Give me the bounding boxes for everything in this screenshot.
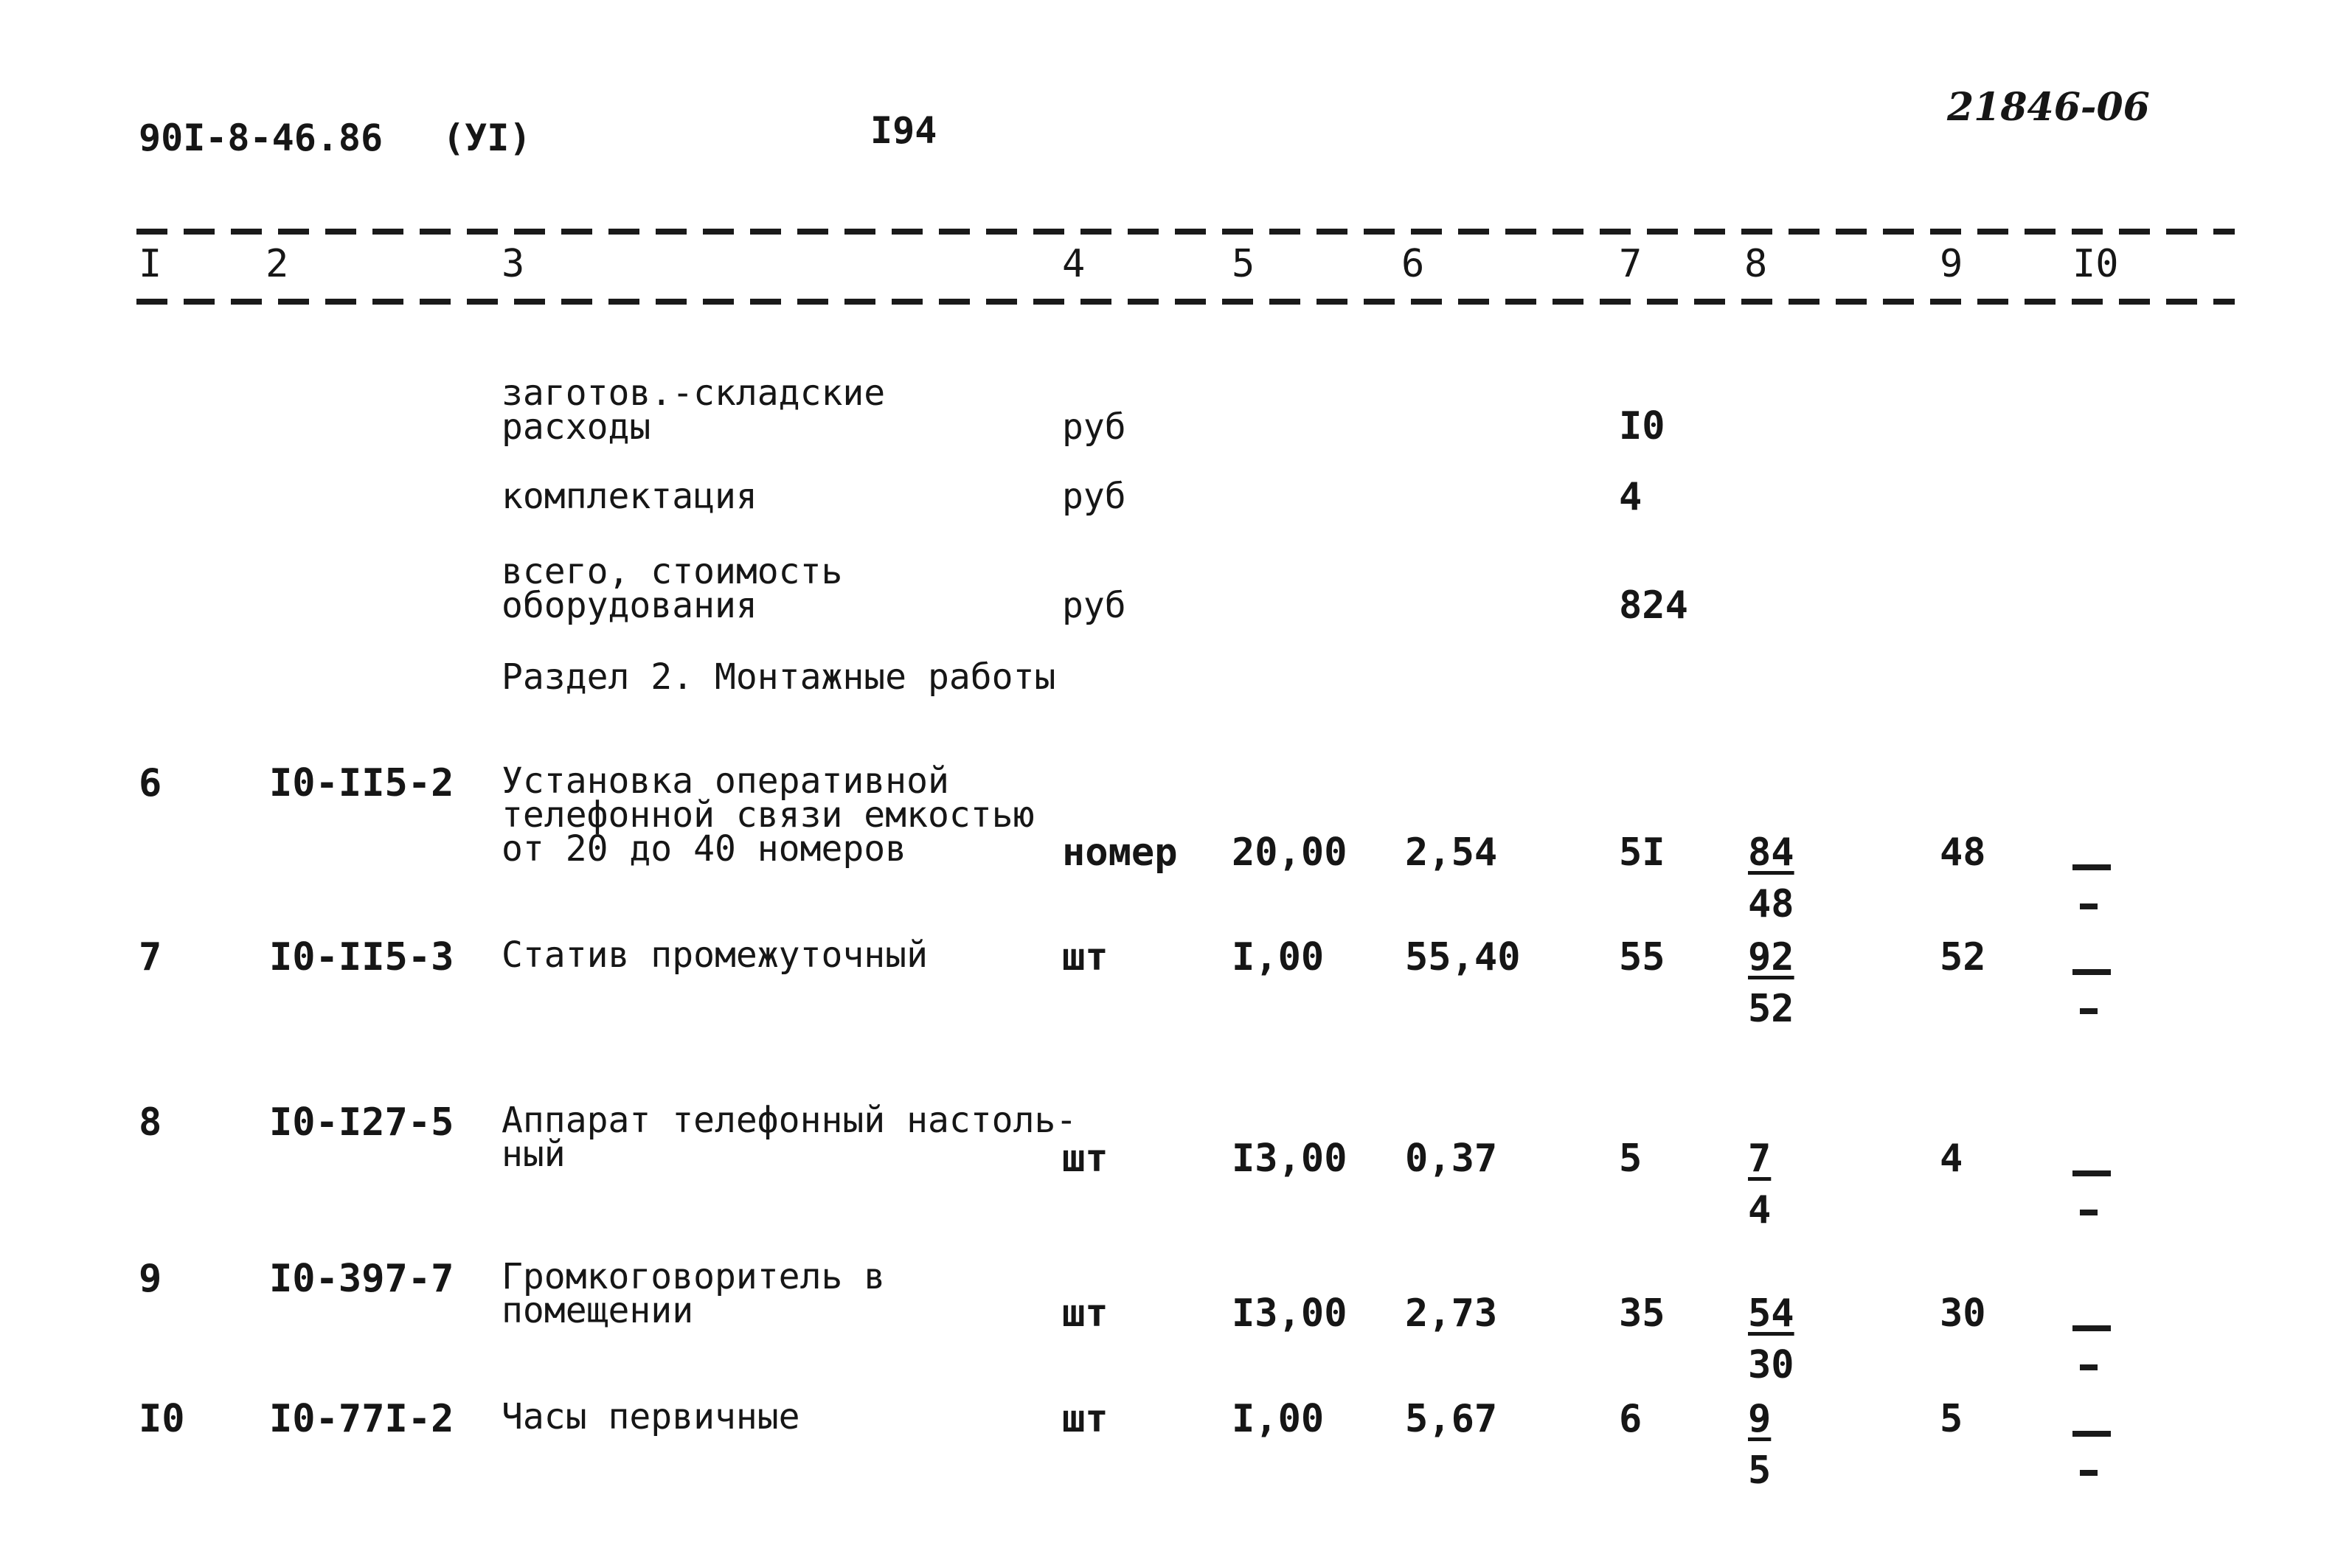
column-header-5: 5 bbox=[1232, 242, 1255, 286]
row-col10-dash-top bbox=[2072, 1431, 2111, 1437]
row-col10-dash-top bbox=[2072, 864, 2111, 870]
row-total: 5 bbox=[1619, 1137, 1642, 1181]
row-col8-top: 84 bbox=[1748, 830, 1794, 875]
row-unit: шт bbox=[1062, 935, 1109, 979]
summary-value: 4 bbox=[1619, 475, 1642, 519]
row-col10-dash-bottom bbox=[2080, 1364, 2098, 1370]
row-col9: 30 bbox=[1940, 1291, 1986, 1336]
row-col10-dash-bottom bbox=[2080, 1008, 2098, 1014]
row-qty: I,00 bbox=[1232, 1397, 1325, 1441]
row-col9: 52 bbox=[1940, 935, 1986, 979]
row-col8-bottom: 4 bbox=[1748, 1188, 1772, 1232]
column-header-2: 2 bbox=[266, 242, 289, 286]
summary-name: всего, стоимость оборудования bbox=[502, 551, 843, 626]
header-rule-top bbox=[136, 229, 2235, 235]
row-col9: 48 bbox=[1940, 830, 1986, 875]
row-number: I0 bbox=[139, 1397, 185, 1441]
summary-name: комплектация bbox=[502, 476, 757, 517]
row-code: I0-II5-3 bbox=[269, 935, 454, 979]
summary-name: заготов.-складские расходы bbox=[502, 372, 886, 448]
row-qty: I3,00 bbox=[1232, 1291, 1347, 1336]
row-col10 bbox=[2072, 946, 2077, 954]
column-header-7: 7 bbox=[1619, 242, 1642, 286]
row-col9: 5 bbox=[1940, 1397, 1963, 1441]
row-code: I0-II5-2 bbox=[269, 761, 454, 805]
column-header-6: 6 bbox=[1401, 242, 1425, 286]
row-unit: шт bbox=[1062, 1137, 1109, 1181]
row-qty: 20,00 bbox=[1232, 830, 1347, 875]
row-col8-top: 9 bbox=[1748, 1397, 1772, 1441]
row-qty: I3,00 bbox=[1232, 1137, 1347, 1181]
row-col10-dash-top bbox=[2072, 1170, 2111, 1176]
inventory-number: 21846-06 bbox=[1947, 85, 2150, 130]
row-col10 bbox=[2072, 1302, 2077, 1310]
row-price: 2,73 bbox=[1405, 1291, 1498, 1336]
row-col8-top: 54 bbox=[1748, 1291, 1794, 1336]
row-col8-bottom: 52 bbox=[1748, 987, 1794, 1031]
row-col10-dash-bottom bbox=[2080, 1470, 2098, 1476]
row-total: 6 bbox=[1619, 1397, 1642, 1441]
column-header-10: I0 bbox=[2072, 242, 2119, 286]
column-header-9: 9 bbox=[1940, 242, 1963, 286]
row-number: 8 bbox=[139, 1100, 162, 1145]
row-total: 35 bbox=[1619, 1291, 1665, 1336]
row-col10 bbox=[2072, 1407, 2077, 1415]
row-col8-top: 92 bbox=[1748, 935, 1794, 979]
row-number: 7 bbox=[139, 935, 162, 979]
row-col9: 4 bbox=[1940, 1137, 1963, 1181]
row-code: I0-397-7 bbox=[269, 1257, 454, 1301]
row-total: 5I bbox=[1619, 830, 1665, 875]
row-number: 6 bbox=[139, 761, 162, 805]
row-col10 bbox=[2072, 841, 2077, 849]
row-unit: шт bbox=[1062, 1397, 1109, 1441]
summary-unit: руб bbox=[1062, 585, 1126, 626]
row-col8-bottom: 30 bbox=[1748, 1343, 1794, 1387]
row-name: Часы первичные bbox=[502, 1396, 800, 1437]
row-code: I0-77I-2 bbox=[269, 1397, 454, 1441]
row-name: Статив промежуточный bbox=[502, 934, 928, 976]
row-total: 55 bbox=[1619, 935, 1665, 979]
row-col8-bottom: 5 bbox=[1748, 1449, 1772, 1493]
column-header-1: I bbox=[139, 242, 162, 286]
row-name: Аппарат телефонный настоль- ный bbox=[502, 1100, 1078, 1175]
row-col10-dash-bottom bbox=[2080, 903, 2098, 909]
row-name: Установка оперативной телефонной связи емкостью от 20 до 40 номеров bbox=[502, 760, 1035, 870]
doc-code: 90I-8-46.86 bbox=[139, 117, 384, 159]
column-header-8: 8 bbox=[1744, 242, 1768, 286]
summary-unit: руб bbox=[1062, 476, 1126, 517]
row-unit: номер bbox=[1062, 830, 1178, 875]
row-price: 5,67 bbox=[1405, 1397, 1498, 1441]
row-col10 bbox=[2072, 1147, 2077, 1155]
row-number: 9 bbox=[139, 1257, 162, 1301]
album-label: (УI) bbox=[443, 117, 532, 159]
row-price: 0,37 bbox=[1405, 1137, 1498, 1181]
row-col8-top: 7 bbox=[1748, 1137, 1772, 1181]
section-title: Раздел 2. Монтажные работы bbox=[502, 656, 1056, 698]
column-header-4: 4 bbox=[1062, 242, 1086, 286]
row-col8-bottom: 48 bbox=[1748, 882, 1794, 926]
row-qty: I,00 bbox=[1232, 935, 1325, 979]
summary-unit: руб bbox=[1062, 406, 1126, 448]
row-price: 55,40 bbox=[1405, 935, 1521, 979]
summary-value: 824 bbox=[1619, 583, 1688, 628]
row-unit: шт bbox=[1062, 1291, 1109, 1336]
row-price: 2,54 bbox=[1405, 830, 1498, 875]
header-rule-bottom bbox=[136, 299, 2235, 305]
page-number: I94 bbox=[870, 109, 937, 152]
column-header-3: 3 bbox=[502, 242, 525, 286]
row-col10-dash-top bbox=[2072, 969, 2111, 975]
summary-value: I0 bbox=[1619, 404, 1665, 448]
row-col10-dash-top bbox=[2072, 1325, 2111, 1331]
row-name: Громкоговоритель в помещении bbox=[502, 1256, 886, 1331]
row-col10-dash-bottom bbox=[2080, 1210, 2098, 1215]
row-code: I0-I27-5 bbox=[269, 1100, 454, 1145]
